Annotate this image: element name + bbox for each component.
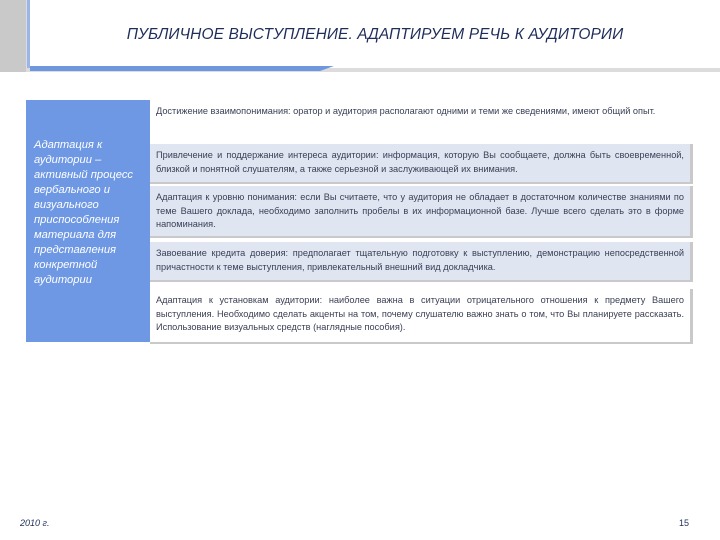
item-understanding-level: Адаптация к уровню понимания: если Вы считаете, что у аудитория не обладает в достаточном количестве знаниями по теме Вашего доклада, необходимо заполнить пробелы в их информационной базе. Лучше всего сделать это в форме напоминания. [150, 186, 693, 238]
page-number: 15 [679, 518, 690, 528]
title-underline [30, 66, 320, 71]
item-audience-interest: Привлечение и поддержание интереса аудитории: информация, которую Вы сообщаете, должна быть своевременной, близкой и понятной слушателям, а также серьезной и заслуживающей их внимания. [150, 144, 693, 184]
page-title: ПУБЛИЧНОЕ ВЫСТУПЛЕНИЕ. АДАПТИРУЕМ РЕЧЬ К АУДИТОРИИ [126, 26, 624, 43]
header-accent [0, 0, 26, 72]
item-mutual-understanding: Достижение взаимопонимания: оратор и аудитория располагают одними и теми же сведениями, имеют общий опыт. [150, 100, 693, 136]
item-credibility: Завоевание кредита доверия: предполагает тщательную подготовку к выступлению, демонстрацию непосредственной причастности к теме выступления, привлекательный внешний вид докладчика. [150, 242, 693, 282]
footer-year: 2010 г. [20, 518, 50, 528]
item-audience-attitudes: Адаптация к установкам аудитории: наиболее важна в ситуации отрицательного отношения к предмету Вашего выступления. Необходимо сделать акценты на том, почему слушателю важно знать о том, что Вы планируете рассказать. Использование визуальных средств (наглядные пособия). [150, 289, 693, 344]
definition-text: Адаптация к аудитории – активный процесс вербального и визуального приспособления материала для представления конкретной аудитории [34, 139, 134, 286]
